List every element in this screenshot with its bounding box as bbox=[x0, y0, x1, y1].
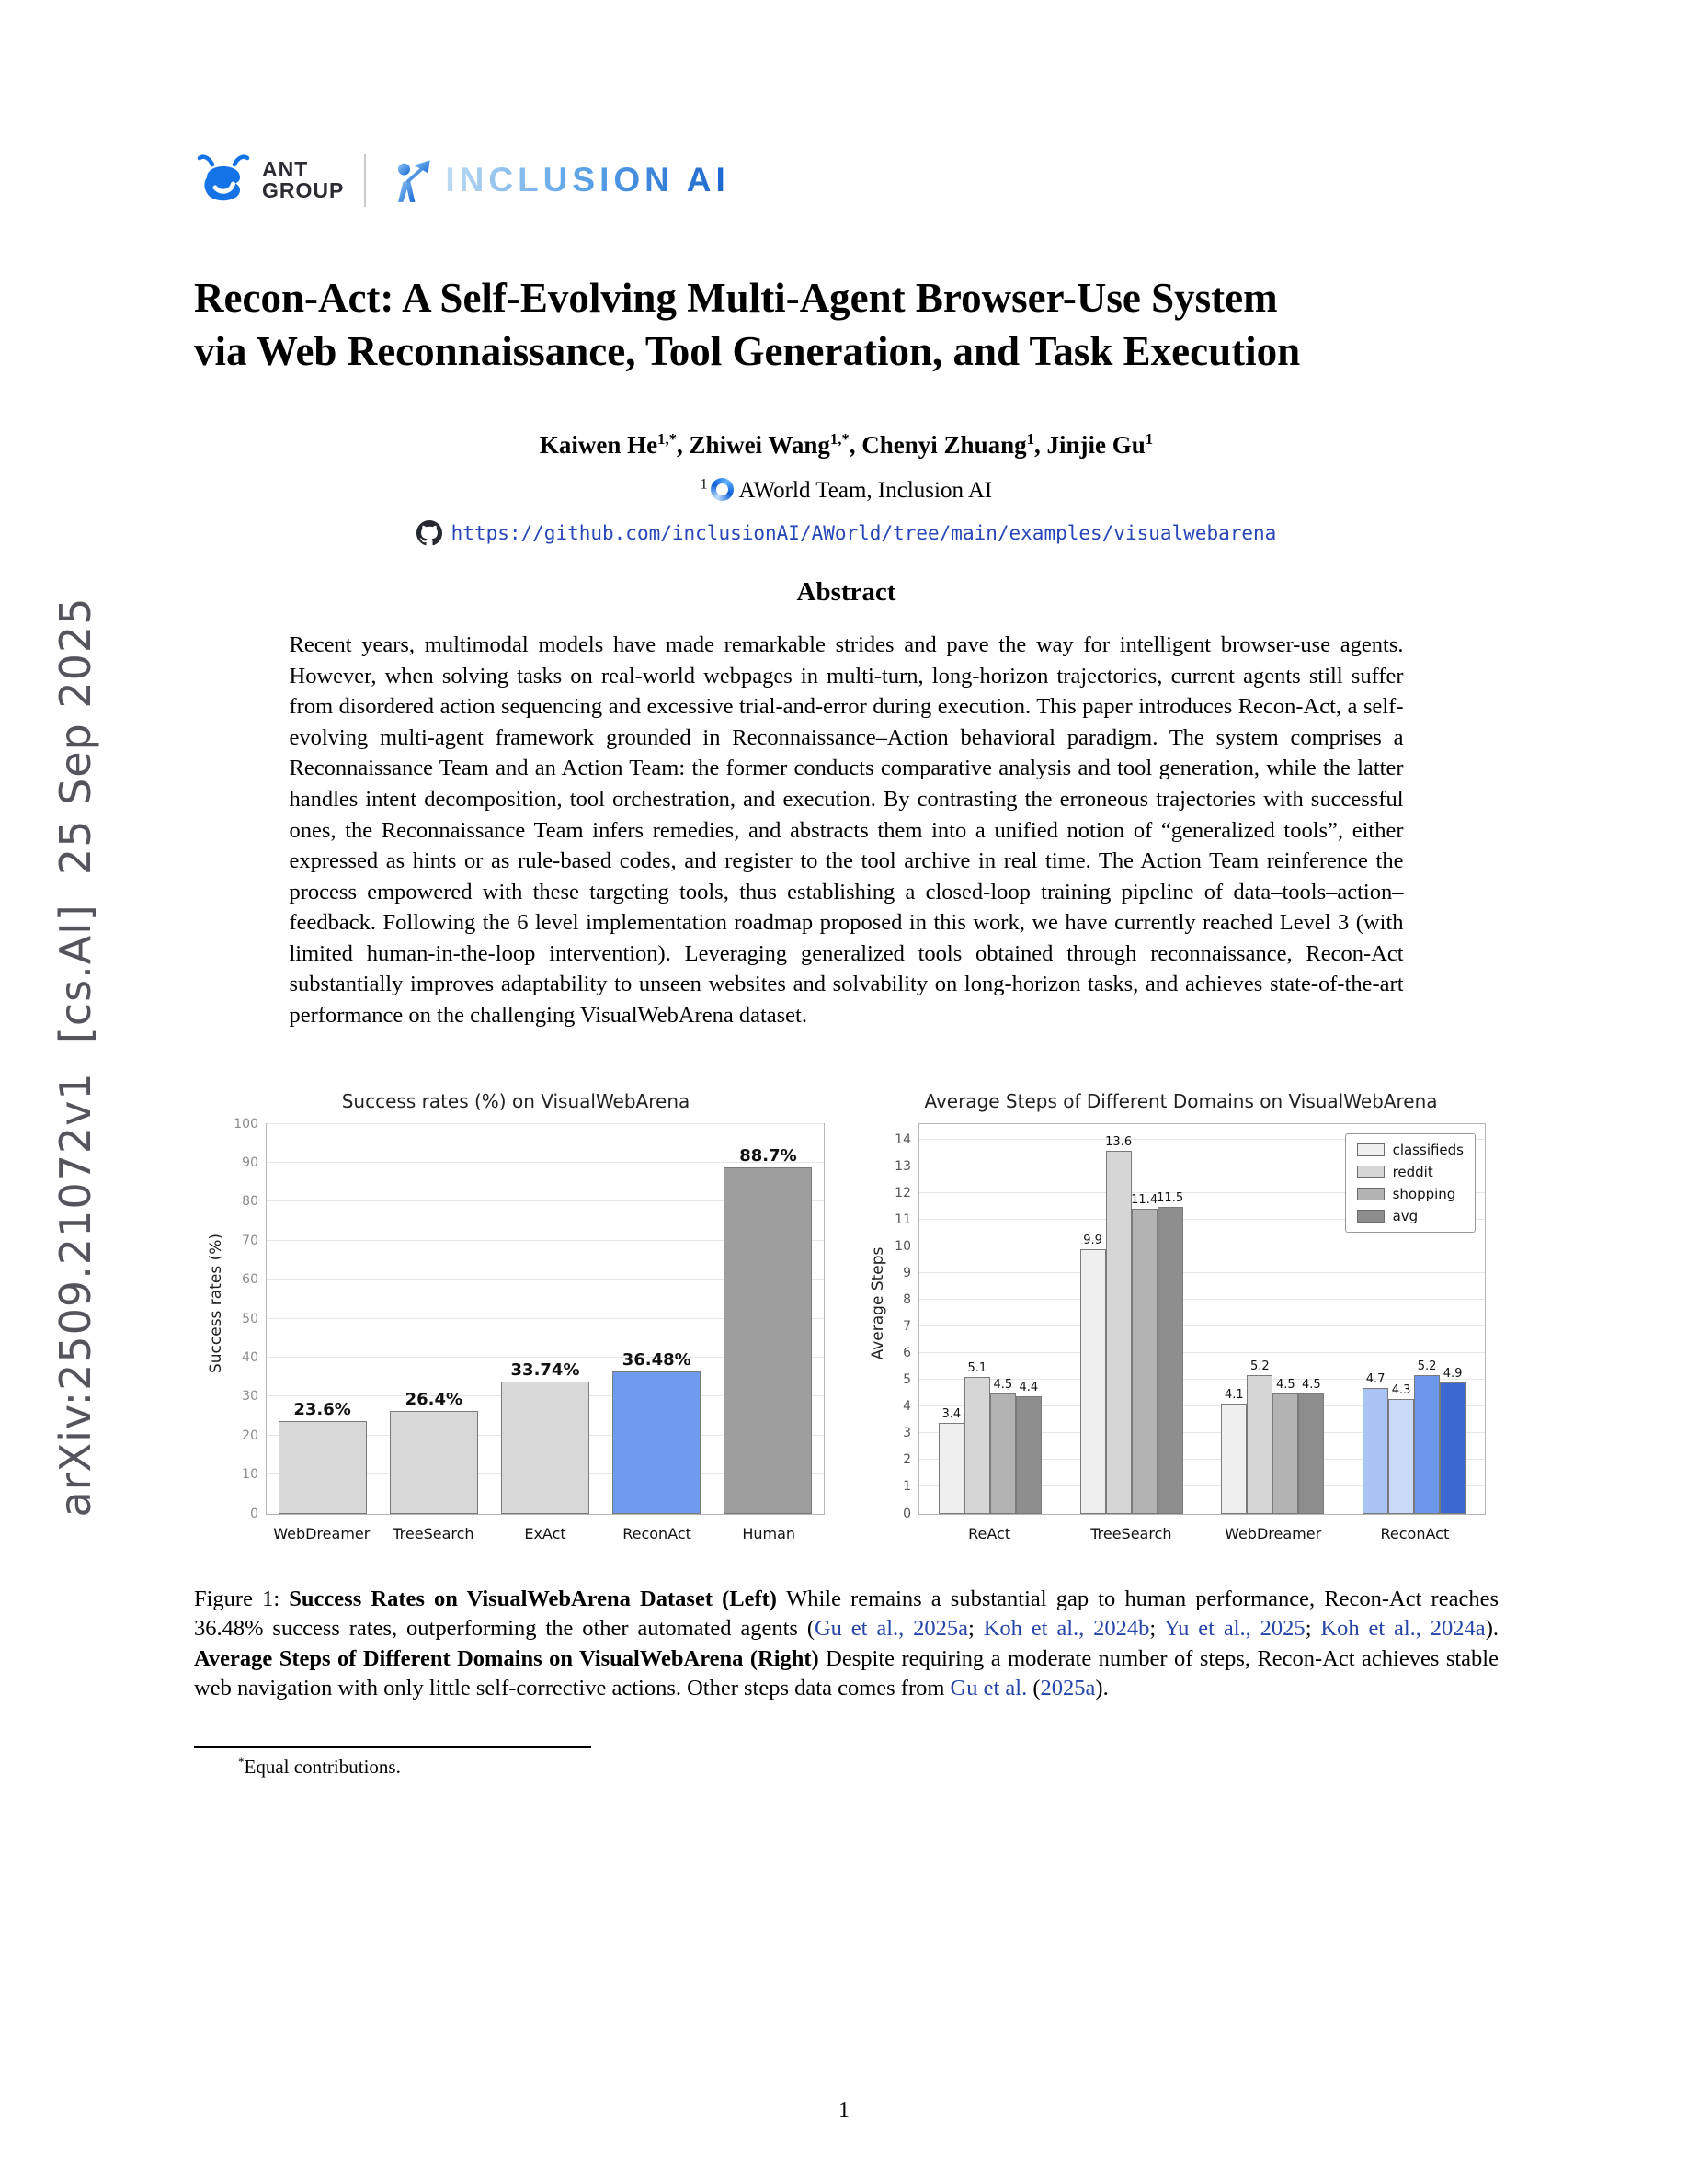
inclusion-ai-wordmark: INCLUSION AI bbox=[445, 161, 730, 199]
y-tick-label: 100 bbox=[234, 1116, 258, 1132]
chart-average-steps bbox=[863, 1083, 1499, 1553]
affiliation-sup: 1 bbox=[700, 476, 708, 493]
bar-WebDreamer-classifieds bbox=[1221, 1404, 1247, 1513]
paper-content bbox=[194, 0, 1499, 1798]
citation-link[interactable]: Gu et al. bbox=[950, 1676, 1028, 1701]
legend-swatch bbox=[1357, 1210, 1385, 1223]
y-tick-label: 30 bbox=[242, 1389, 258, 1405]
bar-TreeSearch-avg bbox=[1158, 1207, 1183, 1514]
ant-wordmark-line2: GROUP bbox=[262, 178, 345, 202]
affiliation-text: AWorld Team, Inclusion AI bbox=[738, 478, 993, 504]
y-tick-label: 0 bbox=[903, 1506, 911, 1521]
bar-value-label: 4.3 bbox=[1391, 1382, 1411, 1397]
bar-unit bbox=[939, 1124, 964, 1514]
bar-value-label: 5.2 bbox=[1417, 1359, 1437, 1373]
chart-title: Average Steps of Different Domains on VisualWebArena bbox=[924, 1089, 1438, 1112]
bar-ReAct-avg bbox=[1016, 1396, 1042, 1514]
y-tick-label: 60 bbox=[242, 1272, 258, 1288]
bar-ReAct-classifieds bbox=[939, 1423, 964, 1514]
bar-value-label: 5.2 bbox=[1250, 1359, 1270, 1373]
legend-item-classifieds bbox=[1357, 1142, 1464, 1158]
footnote bbox=[194, 1756, 1499, 1779]
legend-swatch bbox=[1357, 1143, 1385, 1156]
bar-unit bbox=[964, 1124, 990, 1514]
arxiv-watermark: arXiv:2509.21072v1 [cs.AI] 25 Sep 2025 bbox=[51, 597, 100, 1518]
bar-group-WebDreamer bbox=[1203, 1124, 1344, 1514]
github-icon bbox=[416, 520, 442, 546]
bar-value-label: 9.9 bbox=[1083, 1234, 1102, 1247]
caption-text: Figure 1: bbox=[194, 1586, 290, 1611]
author-name: Zhiwei Wang bbox=[689, 431, 830, 460]
caption-text: Success Rates on VisualWebArena Dataset (Left) bbox=[289, 1586, 787, 1611]
legend-item-reddit bbox=[1357, 1164, 1464, 1180]
chart-plot-area bbox=[234, 1116, 825, 1521]
page-number: 1 bbox=[838, 2099, 850, 2122]
bar-value-label: 11.4 bbox=[1131, 1193, 1158, 1208]
author-name: Kaiwen He bbox=[539, 431, 658, 460]
caption-text: ( bbox=[1027, 1676, 1041, 1701]
legend-label: shopping bbox=[1392, 1185, 1456, 1202]
caption-text: ). bbox=[1485, 1616, 1499, 1642]
bar-group-row bbox=[1080, 1124, 1183, 1514]
bar-ReconAct-shopping bbox=[1414, 1375, 1440, 1514]
bar-value-label: 3.4 bbox=[941, 1406, 962, 1421]
x-tick-label: TreeSearch bbox=[393, 1524, 474, 1542]
bar-TreeSearch-reddit bbox=[1106, 1151, 1132, 1514]
citation-link[interactable]: Koh et al., 2024a bbox=[1320, 1616, 1486, 1642]
caption-text: While remains a substantial gap to human performance, Recon-Act reaches 36.48% success rates, outperforming the other automated agents ( bbox=[194, 1586, 1499, 1642]
legend-item-avg bbox=[1357, 1208, 1464, 1224]
legend-label: avg bbox=[1392, 1207, 1419, 1224]
caption-text: ; bbox=[1149, 1616, 1165, 1642]
bar-ReconAct-avg bbox=[1440, 1382, 1466, 1513]
bar-TreeSearch bbox=[390, 1411, 478, 1514]
legend-item-shopping bbox=[1357, 1186, 1464, 1202]
author-superscript: 1,* bbox=[657, 430, 678, 449]
inclusion-ai-logo bbox=[386, 156, 729, 204]
y-tick-label: 4 bbox=[903, 1399, 911, 1415]
footnote-text: Equal contributions. bbox=[244, 1755, 401, 1778]
author-name: Jinjie Gu bbox=[1046, 431, 1146, 460]
bar-ReAct-reddit bbox=[964, 1377, 990, 1513]
bar-value-label: 4.5 bbox=[1302, 1377, 1321, 1392]
aworld-icon bbox=[711, 478, 734, 501]
bar-ReAct-shopping bbox=[990, 1393, 1016, 1514]
bar-unit bbox=[1016, 1124, 1042, 1514]
bar-value-label: 5.1 bbox=[967, 1361, 987, 1376]
bar-unit bbox=[1272, 1124, 1298, 1514]
bar-value-label: 36.48% bbox=[622, 1349, 691, 1370]
bar-unit bbox=[1132, 1124, 1158, 1514]
x-tick-label: Human bbox=[742, 1524, 796, 1542]
ant-group-icon bbox=[194, 151, 253, 210]
citation-link[interactable]: Gu et al., 2025a bbox=[814, 1616, 969, 1642]
bar-unit bbox=[1298, 1124, 1324, 1514]
bar-value-label: 4.1 bbox=[1225, 1388, 1244, 1403]
github-link-row bbox=[194, 520, 1499, 546]
x-tick-label: WebDreamer bbox=[273, 1524, 371, 1542]
x-tick-label: ExAct bbox=[524, 1524, 566, 1542]
legend-label: classifieds bbox=[1392, 1141, 1464, 1158]
y-tick-label: 50 bbox=[242, 1311, 258, 1326]
caption-text: Despite requiring a moderate number of steps, Recon-Act achieves stable web navigation with only little self-corrective actions. Other steps data comes from bbox=[194, 1645, 1499, 1701]
figure-1 bbox=[194, 1083, 1499, 1553]
x-tick-label: WebDreamer bbox=[1225, 1524, 1322, 1542]
x-tick-label: ReconAct bbox=[622, 1524, 691, 1542]
github-link[interactable]: https://github.com/inclusionAI/AWorld/tree/main/examples/visualwebarena bbox=[451, 522, 1277, 545]
bar-TreeSearch-shopping bbox=[1132, 1209, 1158, 1513]
y-tick-label: 10 bbox=[242, 1467, 258, 1483]
bar-value-label: 4.5 bbox=[1276, 1377, 1295, 1392]
bar-WebDreamer-avg bbox=[1298, 1393, 1324, 1514]
y-tick-label: 9 bbox=[903, 1266, 911, 1281]
bar-group-TreeSearch bbox=[1061, 1124, 1203, 1514]
bar-TreeSearch-classifieds bbox=[1080, 1249, 1106, 1514]
y-tick-label: 2 bbox=[903, 1452, 911, 1468]
y-tick-label: 10 bbox=[895, 1239, 911, 1255]
legend-swatch bbox=[1357, 1166, 1385, 1178]
header-logos bbox=[194, 145, 1499, 215]
bar-group-ExAct bbox=[489, 1124, 600, 1514]
bar-WebDreamer-shopping bbox=[1272, 1393, 1298, 1514]
y-tick-label: 14 bbox=[895, 1132, 911, 1147]
bar-group-row bbox=[939, 1124, 1042, 1514]
bar-value-label: 4.5 bbox=[993, 1377, 1013, 1392]
author-name: Chenyi Zhuang bbox=[861, 431, 1027, 460]
author-superscript: 1,* bbox=[829, 430, 850, 449]
chart-y-axis-label: Success rates (%) bbox=[207, 1234, 225, 1374]
bar-unit bbox=[990, 1124, 1016, 1514]
ant-group-logo bbox=[194, 151, 344, 210]
x-tick-label: TreeSearch bbox=[1090, 1524, 1172, 1542]
bar-group-ReconAct bbox=[601, 1124, 713, 1514]
bar-value-label: 33.74% bbox=[510, 1360, 580, 1381]
y-tick-label: 3 bbox=[903, 1426, 911, 1441]
aworld-icon-inner bbox=[716, 483, 728, 495]
citation-link[interactable]: Koh et al., 2024b bbox=[983, 1616, 1150, 1642]
bar-value-label: 88.7% bbox=[739, 1146, 797, 1166]
caption-text: ; bbox=[968, 1616, 984, 1642]
y-tick-label: 70 bbox=[242, 1233, 258, 1248]
y-tick-label: 40 bbox=[242, 1349, 258, 1365]
paper-title bbox=[194, 272, 1499, 378]
caption-text: ). bbox=[1095, 1676, 1109, 1701]
chart-y-axis-label: Average Steps bbox=[869, 1246, 887, 1360]
inclusion-ai-icon bbox=[386, 156, 434, 204]
x-tick-label: ReconAct bbox=[1380, 1524, 1450, 1542]
bar-group-ReAct bbox=[919, 1124, 1061, 1514]
chart-x-labels bbox=[918, 1525, 1486, 1542]
bar-unit bbox=[1247, 1124, 1272, 1514]
bar-WebDreamer bbox=[279, 1421, 367, 1513]
y-tick-label: 5 bbox=[903, 1372, 911, 1388]
bar-unit bbox=[1221, 1124, 1247, 1514]
bar-ReconAct-classifieds bbox=[1363, 1388, 1388, 1513]
abstract-body: Recent years, multimodal models have made remarkable strides and pave the way for intelligent browser-use agents. However, when solving tasks on real-world webpages in multi-turn, long-horizon trajectories, current agents still suffer from disordered action sequencing and excessive trial-and-error during execution. This paper introduces Recon-Act, a self-evolving multi-agent framework grounded in Reconnaissance–Action behavioral paradigm. The system comprises a Reconnaissance Team and an Action Team: the former conducts comparative analysis and tool generation, while the latter handles intent decomposition, tool orchestration, and execution. By contrasting the erroneous trajectories with successful ones, the Reconnaissance Team infers remedies, and abstracts them into a unified notion of “generalized tools”, either expressed as hints or as rule-based codes, and register to the tool archive in real time. The Action Team reinference the process empowered with these targeting tools, thus establishing a closed-loop training pipeline of data–tools–action–feedback. Following the 6 level implementation roadmap proposed in this work, we have currently reached Level 3 (with limited human-in-the-loop intervention). Leveraging generalized tools obtained through reconnaissance, Recon-Act substantially improves adaptability to unseen websites and solvability on long-horizon tasks, and achieves state-of-the-art performance on the challenging VisualWebArena dataset. bbox=[289, 632, 1404, 1028]
figure-caption bbox=[194, 1585, 1499, 1704]
y-tick-label: 8 bbox=[903, 1292, 911, 1308]
caption-text: Average Steps of Different Domains on VisualWebArena (Right) bbox=[194, 1645, 827, 1671]
citation-link[interactable]: 2025a bbox=[1040, 1676, 1096, 1701]
footnote-marker: * bbox=[238, 1754, 245, 1769]
bar-value-label: 13.6 bbox=[1105, 1134, 1133, 1149]
y-tick-label: 7 bbox=[903, 1319, 911, 1335]
bar-value-label: 4.7 bbox=[1365, 1372, 1386, 1387]
footnote-rule bbox=[194, 1746, 591, 1748]
y-tick-label: 11 bbox=[895, 1212, 911, 1228]
bar-ReconAct-reddit bbox=[1388, 1399, 1414, 1514]
bar-ExAct bbox=[501, 1382, 589, 1513]
bar-unit bbox=[1080, 1124, 1106, 1514]
y-tick-label: 1 bbox=[903, 1479, 911, 1495]
bar-group-TreeSearch bbox=[378, 1124, 489, 1514]
legend-swatch bbox=[1357, 1188, 1385, 1200]
ant-group-wordmark bbox=[262, 159, 344, 200]
x-tick-label: ReAct bbox=[968, 1524, 1011, 1542]
affiliation-line bbox=[194, 478, 1499, 504]
citation-link[interactable]: Yu et al., 2025 bbox=[1164, 1616, 1306, 1642]
paper-title-line2: via Web Reconnaissance, Tool Generation, and Task Execution bbox=[194, 327, 1301, 374]
bar-value-label: 23.6% bbox=[293, 1400, 351, 1420]
y-tick-label: 20 bbox=[242, 1428, 258, 1443]
paper-title-line1: Recon-Act: A Self-Evolving Multi-Agent Browser-Use System bbox=[194, 275, 1278, 321]
bar-ReconAct bbox=[612, 1371, 701, 1514]
bars-area bbox=[267, 1124, 824, 1514]
author-superscript: 1 bbox=[1145, 430, 1154, 449]
chart-success-rates bbox=[194, 1083, 838, 1553]
bar-group-row bbox=[1221, 1124, 1324, 1514]
chart-plot-area bbox=[895, 1123, 1486, 1521]
authors-line: Kaiwen $He^{1,*}$, Zhiwei Wang$^{1,*}$, Chenyi Zhuang$^1$, Jinjie Gu$^1$ bbox=[539, 430, 1154, 460]
bar-group-WebDreamer bbox=[267, 1124, 378, 1514]
bar-value-label: 11.5 bbox=[1157, 1190, 1184, 1205]
abstract-heading: Abstract bbox=[796, 577, 896, 608]
y-tick-label: 80 bbox=[242, 1194, 258, 1210]
y-tick-label: 6 bbox=[903, 1346, 911, 1361]
chart-legend bbox=[1345, 1133, 1476, 1233]
bar-value-label: 26.4% bbox=[405, 1389, 463, 1409]
bar-group-Human bbox=[713, 1124, 824, 1514]
caption-text: ; bbox=[1305, 1616, 1321, 1642]
chart-title: Success rates (%) on VisualWebArena bbox=[341, 1089, 690, 1112]
y-tick-label: 12 bbox=[895, 1186, 911, 1201]
author-superscript: 1 bbox=[1026, 430, 1034, 449]
bar-value-label: 4.9 bbox=[1443, 1367, 1463, 1382]
bar-unit bbox=[1158, 1124, 1183, 1514]
y-tick-label: 90 bbox=[242, 1155, 258, 1170]
y-tick-label: 13 bbox=[895, 1158, 911, 1174]
bar-value-label: 4.4 bbox=[1019, 1380, 1039, 1394]
bar-unit bbox=[1106, 1124, 1132, 1514]
bar-Human bbox=[724, 1167, 812, 1513]
legend-label: reddit bbox=[1392, 1163, 1433, 1180]
logo-divider bbox=[364, 154, 366, 207]
y-tick-label: 0 bbox=[250, 1506, 258, 1521]
chart-x-labels bbox=[266, 1525, 825, 1542]
bar-WebDreamer-reddit bbox=[1247, 1375, 1272, 1514]
ant-wordmark-line1: ANT bbox=[262, 157, 309, 182]
